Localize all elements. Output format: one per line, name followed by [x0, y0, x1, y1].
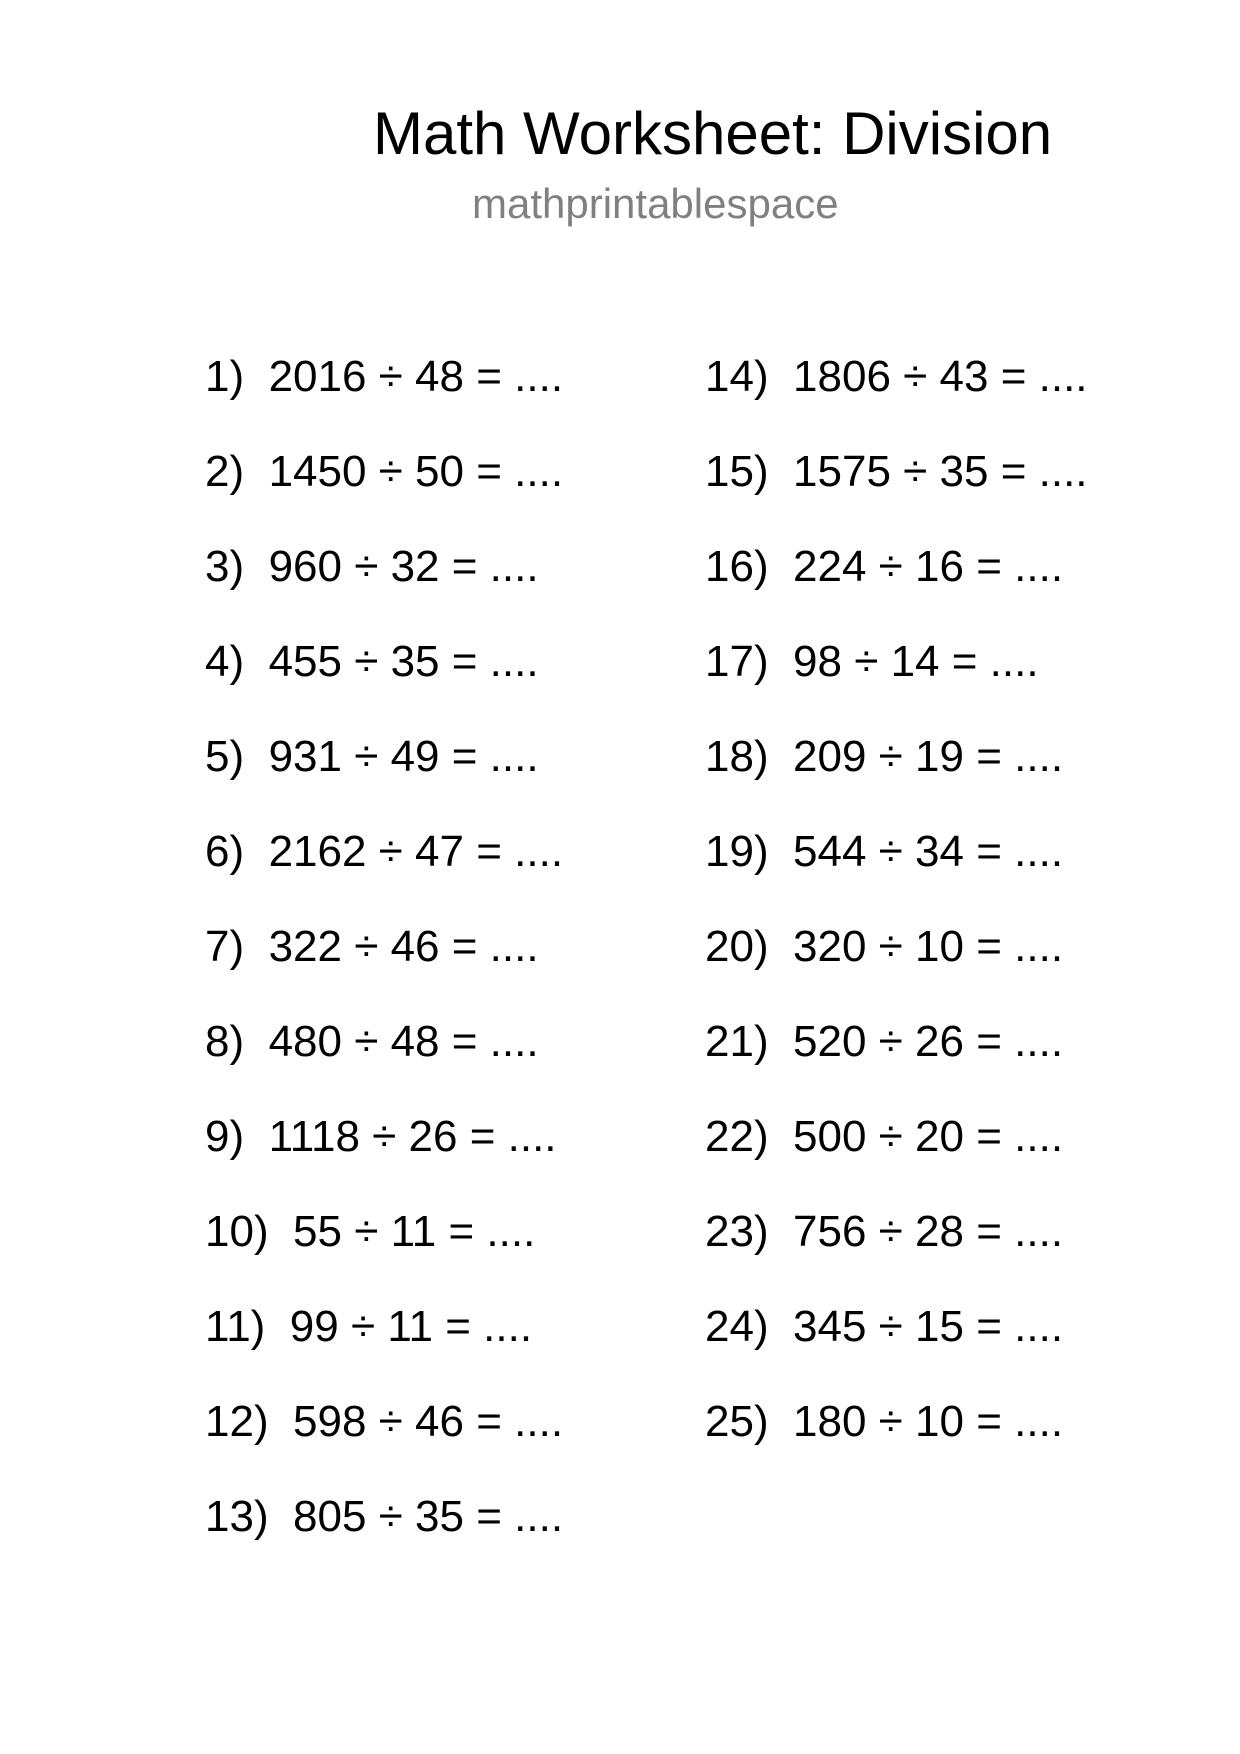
- problem-expression: 180 ÷ 10 = ....: [793, 1397, 1064, 1446]
- problem-expression: 55 ÷ 11 = ....: [293, 1207, 536, 1256]
- problem-item: [205, 1017, 539, 1066]
- problem-number: 16): [705, 542, 769, 591]
- problem-number: 2): [205, 447, 245, 496]
- problem-expression: 756 ÷ 28 = ....: [793, 1207, 1064, 1256]
- problem-expression: 480 ÷ 48 = ....: [268, 1017, 539, 1066]
- problem-number: 11): [205, 1302, 266, 1351]
- page-title: Math Worksheet: Division: [373, 100, 1053, 167]
- problem-number: 22): [705, 1112, 769, 1161]
- problem-expression: 2162 ÷ 47 = ....: [268, 827, 564, 876]
- problem-number: 19): [705, 827, 769, 876]
- problem-item: [705, 1112, 1064, 1161]
- problem-number: 10): [205, 1207, 269, 1256]
- problem-expression: 960 ÷ 32 = ....: [268, 542, 539, 591]
- problem-expression: 500 ÷ 20 = ....: [793, 1112, 1064, 1161]
- problem-expression: 1450 ÷ 50 = ....: [268, 447, 564, 496]
- problem-item: [705, 542, 1064, 591]
- problem-item: [705, 352, 1088, 401]
- problem-item: [205, 1302, 533, 1351]
- problem-number: 5): [205, 732, 245, 781]
- problem-number: 23): [705, 1207, 769, 1256]
- problem-item: [205, 542, 539, 591]
- problem-item: [205, 1397, 564, 1446]
- problem-number: 17): [705, 637, 769, 686]
- problem-item: [205, 732, 539, 781]
- problem-item: [205, 447, 564, 496]
- problem-expression: 598 ÷ 46 = ....: [293, 1397, 564, 1446]
- problem-number: 12): [205, 1397, 269, 1446]
- problem-item: [205, 1492, 564, 1541]
- problem-item: [705, 637, 1039, 686]
- problem-number: 25): [705, 1397, 769, 1446]
- problem-item: [205, 637, 539, 686]
- problem-expression: 931 ÷ 49 = ....: [268, 732, 539, 781]
- problem-expression: 209 ÷ 19 = ....: [793, 732, 1064, 781]
- problem-expression: 1575 ÷ 35 = ....: [793, 447, 1088, 496]
- problem-number: 15): [705, 447, 769, 496]
- problem-item: [705, 732, 1064, 781]
- problem-number: 14): [705, 352, 769, 401]
- problem-item: [705, 1397, 1064, 1446]
- problem-item: [205, 1112, 557, 1161]
- problem-number: 7): [205, 922, 245, 971]
- problem-item: [705, 1207, 1064, 1256]
- problem-number: 20): [705, 922, 769, 971]
- problem-item: [205, 1207, 536, 1256]
- problem-expression: 98 ÷ 14 = ....: [793, 637, 1039, 686]
- problem-number: 8): [205, 1017, 245, 1066]
- problem-number: 4): [205, 637, 245, 686]
- problem-number: 18): [705, 732, 769, 781]
- problem-item: [205, 922, 539, 971]
- problem-expression: 322 ÷ 46 = ....: [268, 922, 539, 971]
- problem-number: 3): [205, 542, 245, 591]
- problem-item: [705, 922, 1064, 971]
- problem-expression: 99 ÷ 11 = ....: [289, 1302, 533, 1351]
- problem-item: [705, 1017, 1064, 1066]
- problem-number: 9): [205, 1112, 245, 1161]
- problem-item: [705, 827, 1064, 876]
- problem-expression: 2016 ÷ 48 = ....: [268, 352, 564, 401]
- problem-expression: 455 ÷ 35 = ....: [268, 637, 539, 686]
- problem-item: [705, 447, 1088, 496]
- problem-number: 6): [205, 827, 245, 876]
- problem-expression: 320 ÷ 10 = ....: [793, 922, 1064, 971]
- problem-expression: 544 ÷ 34 = ....: [793, 827, 1064, 876]
- problem-item: [205, 352, 564, 401]
- problem-number: 1): [205, 352, 245, 401]
- problem-expression: 520 ÷ 26 = ....: [793, 1017, 1064, 1066]
- problem-expression: 1806 ÷ 43 = ....: [793, 352, 1088, 401]
- problem-number: 24): [705, 1302, 769, 1351]
- problem-number: 13): [205, 1492, 269, 1541]
- page-subtitle: mathprintablespace: [472, 180, 839, 227]
- problem-expression: 805 ÷ 35 = ....: [293, 1492, 564, 1541]
- problem-item: [705, 1302, 1064, 1351]
- problem-expression: 224 ÷ 16 = ....: [793, 542, 1064, 591]
- problem-item: [205, 827, 564, 876]
- problem-expression: 345 ÷ 15 = ....: [793, 1302, 1064, 1351]
- problem-expression: 1118 ÷ 26 = ....: [268, 1112, 557, 1161]
- problem-number: 21): [705, 1017, 769, 1066]
